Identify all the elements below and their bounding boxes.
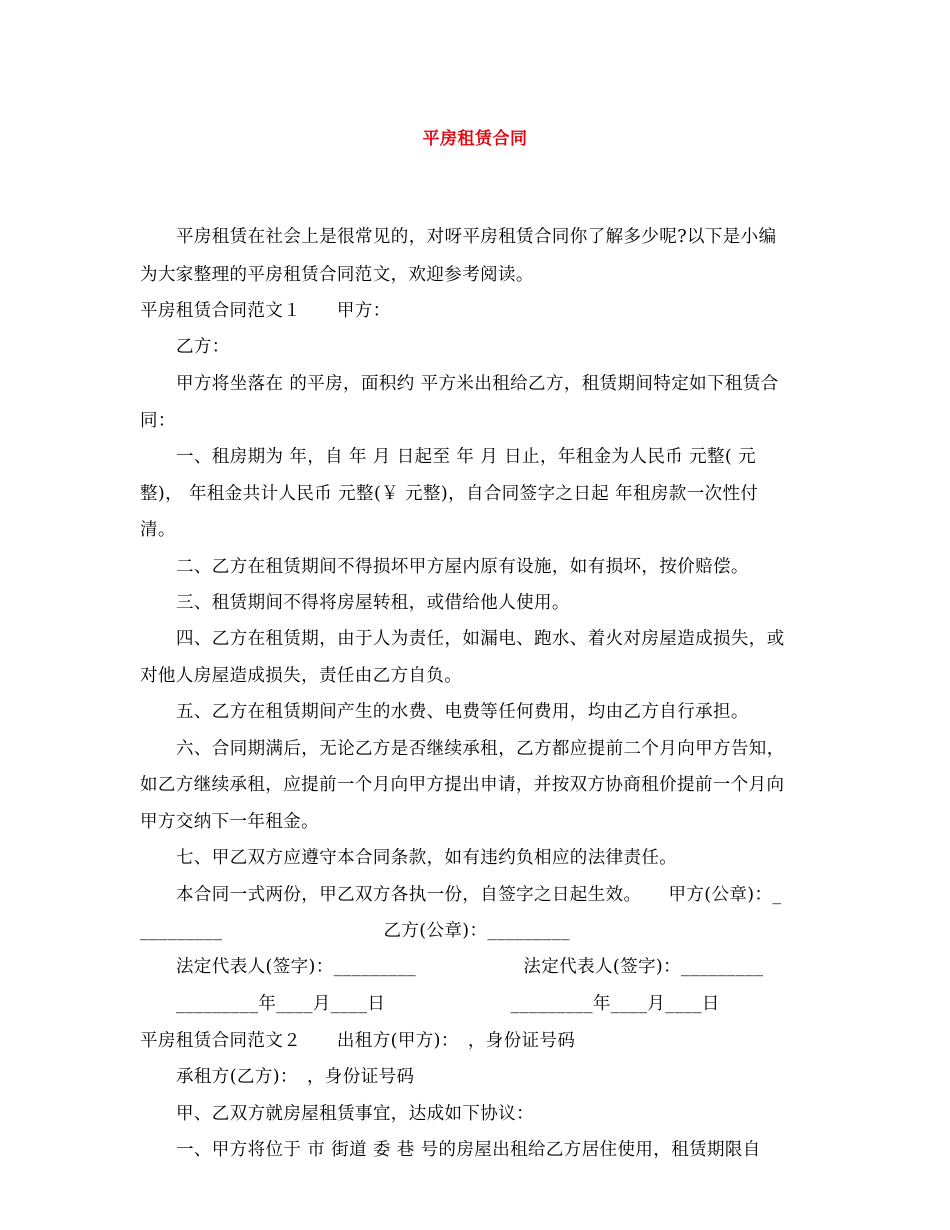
premise-line-2: 同： — [140, 411, 176, 431]
lessee-line: 承租方(乙方)： ，身份证号码 — [176, 1067, 415, 1087]
intro-line-1: 平房租赁在社会上是很常见的，对呀平房租赁合同你了解多少呢?以下是小编 — [176, 227, 777, 247]
clause-5: 五、乙方在租赁期间产生的水费、电费等任何费用，均由乙方自行承担。 — [176, 702, 749, 722]
signature-line: 法定代表人(签字)：_________ 法定代表人(签字)：_________ — [176, 957, 764, 977]
clause-2: 二、乙方在租赁期间不得损坏甲方屋内原有设施，如有损坏，按价赔偿。 — [176, 557, 749, 577]
clause-4-line-2: 对他人房屋造成损失，责任由乙方自负。 — [140, 666, 463, 686]
effective-line: 本合同一式两份，甲乙双方各执一份，自签字之日起生效。 甲方(公章)：_ — [176, 885, 782, 905]
sample-2-clause-1: 一、甲方将位于 市 街道 委 巷 号的房屋出租给乙方居住使用，租赁期限自 — [176, 1140, 761, 1160]
intro-line-2: 为大家整理的平房租赁合同范文，欢迎参考阅读。 — [140, 265, 534, 285]
clause-1-line-2: 整)， 年租金共计人民币 元整(￥ 元整)，自合同签字之日起 年租房款一次性付 — [140, 484, 759, 504]
premise-line-1: 甲方将坐落在 的平房，面积约 平方米出租给乙方，租赁期间特定如下租赁合 — [176, 374, 779, 394]
clause-6-line-3: 甲方交纳下一年租金。 — [140, 812, 319, 832]
clause-6-line-1: 六、合同期满后，无论乙方是否继续承租，乙方都应提前二个月向甲方告知， — [176, 739, 785, 759]
seal-line: _________ 乙方(公章)：_________ — [140, 921, 570, 941]
clause-4-line-1: 四、乙方在租赁期，由于人为责任，如漏电、跑水、着火对房屋造成损失，或 — [176, 629, 785, 649]
clause-1-line-1: 一、租房期为 年，自 年 月 日起至 年 月 日止，年租金为人民币 元整( 元 — [176, 447, 756, 467]
document-title: 平房租赁合同 — [422, 129, 528, 149]
clause-6-line-2: 如乙方继续承租，应提前一个月向甲方提出申请，并按双方协商租价提前一个月向 — [140, 775, 785, 795]
sample-1-heading: 平房租赁合同范文１ 甲方： — [140, 301, 391, 321]
date-line: _________年____月____日 _________年____月____日 — [176, 994, 720, 1014]
party-b-line: 乙方： — [176, 337, 230, 357]
clause-7: 七、甲乙双方应遵守本合同条款，如有违约负相应的法律责任。 — [176, 848, 678, 868]
sample-2-heading: 平房租赁合同范文２ 出租方(甲方)： ，身份证号码 — [140, 1031, 576, 1051]
clause-1-line-3: 清。 — [140, 520, 176, 540]
clause-3: 三、租赁期间不得将房屋转租，或借给他人使用。 — [176, 593, 570, 613]
agreement-line: 甲、乙双方就房屋租赁事宜，达成如下协议： — [176, 1104, 534, 1124]
